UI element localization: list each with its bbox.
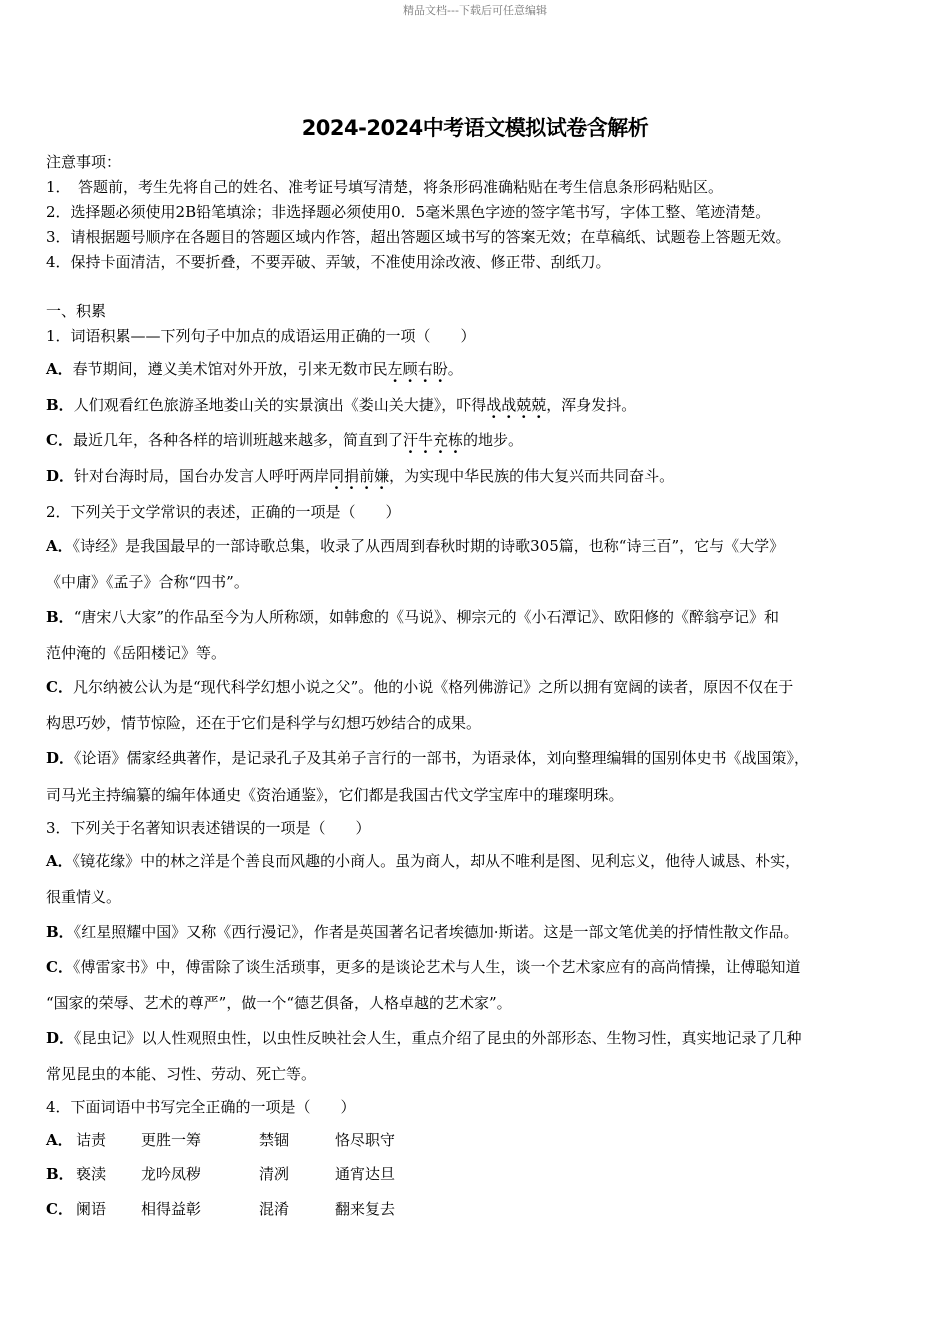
q4-option-c-word: 阑语 xyxy=(76,1200,107,1218)
q4-option-c-word: 相得益彰 xyxy=(141,1200,202,1218)
section-heading: 一、积累 xyxy=(46,302,107,320)
q3-stem: 3．下列关于名著知识表述错误的一项是（ ） xyxy=(46,819,371,837)
q4-option-b-word: 亵渎 xyxy=(76,1165,107,1183)
option-text: 凡尔纳被公认为是“现代科学幻想小说之父”。他的小说《格列佛游记》之所以拥有宽阔的读者，原因不仅在于 xyxy=(72,678,794,696)
q2-option-d xyxy=(46,748,809,768)
dotted-char: 牛 xyxy=(417,431,433,449)
dotted-char: 战 xyxy=(501,396,517,414)
notice-heading: 注意事项： xyxy=(46,153,122,171)
option-text: 。 xyxy=(447,360,463,378)
q2-option-c-cont: 构思巧妙，情节惊险，还在于它们是科学与幻想巧妙结合的成果。 xyxy=(46,714,482,732)
q2-option-c xyxy=(46,677,793,697)
notice-item-4: 4．保持卡面清洁，不要折叠，不要弄破、弄皱，不准使用涂改液、修正带、刮纸刀。 xyxy=(46,253,611,271)
option-text: “唐宋八大家”的作品至今为人所称颂，如韩愈的《马说》、柳宗元的《小石潭记》、欧阳修的《醉翁亭记》和 xyxy=(73,608,780,626)
option-label: B． xyxy=(46,923,74,941)
q3-option-a-cont: 很重情义。 xyxy=(46,888,122,906)
option-label: C． xyxy=(46,678,73,696)
option-text: 《傅雷家书》中，傅雷除了谈生活琐事，更多的是谈论艺术与人生，谈一个艺术家应有的高尚情操，让傅聪知道 xyxy=(72,958,801,976)
q2-option-b-cont: 范仲淹的《岳阳楼记》等。 xyxy=(46,644,227,662)
dotted-char: 兢 xyxy=(531,396,547,414)
option-text: 《镜花缘》中的林之洋是个善良而风趣的小商人。虽为商人，却从不唯利是图、见利忘义，他待人诚恳、朴实， xyxy=(72,852,801,870)
q2-option-a xyxy=(46,536,784,556)
q4-option-a-word: 禁锢 xyxy=(259,1131,290,1149)
dotted-char: 捐 xyxy=(344,467,360,485)
dotted-char: 同 xyxy=(329,467,345,485)
option-label: A． xyxy=(46,852,73,870)
option-text: 《红星照耀中国》又称《西行漫记》，作者是英国著名记者埃德加·斯诺。这是一部文笔优美的抒情性散文作品。 xyxy=(73,923,799,941)
option-text: 春节期间，遵义美术馆对外开放，引来无数市民 xyxy=(72,360,388,378)
notice-item-3: 3．请根据题号顺序在各题目的答题区域内作答，超出答题区域书写的答案无效；在草稿纸、试题卷上答题无效。 xyxy=(46,228,791,246)
q4-option-a-word: 诘责 xyxy=(76,1131,107,1149)
dotted-char: 战 xyxy=(486,396,502,414)
q4-option-a-word: 更胜一筹 xyxy=(141,1131,202,1149)
q2-stem: 2．下列关于文学常识的表述，正确的一项是（ ） xyxy=(46,503,401,521)
option-text: 针对台海时局，国台办发言人呼吁两岸 xyxy=(74,467,330,485)
q2-option-a-cont: 《中庸》《孟子》合称“四书”。 xyxy=(46,573,249,591)
dotted-char: 汗 xyxy=(402,431,418,449)
watermark: 精品文档---下载后可任意编辑 xyxy=(403,4,547,17)
notice-item-1: 1． 答题前，考生先将自己的姓名、准考证号填写清楚，将条形码准确粘贴在考生信息条形码粘贴区。 xyxy=(46,178,724,196)
dotted-char: 兢 xyxy=(516,396,532,414)
q4-option-b-word: 龙吟凤秽 xyxy=(141,1165,202,1183)
option-label: C． xyxy=(46,431,73,449)
option-label: D． xyxy=(46,467,75,485)
notice-item-2: 2．选择题必须使用2B铅笔填涂；非选择题必须使用0．5毫米黑色字迹的签字笔书写，字体工整、笔迹清楚。 xyxy=(46,203,771,221)
q1-option-d xyxy=(46,466,674,486)
option-text: 《昆虫记》以人性观照虫性，以虫性反映社会人生，重点介绍了昆虫的外部形态、生物习性，真实地记录了几种 xyxy=(74,1029,802,1047)
q4-option-a-word: 恪尽职守 xyxy=(335,1131,396,1149)
dotted-char: 充 xyxy=(433,431,449,449)
q1-stem: 1．词语积累——下列句子中加点的成语运用正确的一项（ ） xyxy=(46,327,476,345)
dotted-char: 顾 xyxy=(402,360,418,378)
dotted-char: 栋 xyxy=(448,431,464,449)
option-label: C． xyxy=(46,958,73,976)
q4-option-c-word: 混淆 xyxy=(259,1200,290,1218)
page-title: 2024-2024中考语文模拟试卷含解析 xyxy=(301,116,649,140)
q3-option-a xyxy=(46,851,800,871)
option-text: 《论语》儒家经典著作，是记录孔子及其弟子言行的一部书，为语录体，刘向整理编辑的国别体史书《战国策》， xyxy=(74,749,810,767)
q4-stem: 4．下面词语中书写完全正确的一项是（ ） xyxy=(46,1098,356,1116)
option-label: A． xyxy=(46,360,73,378)
q4-option-c-label: C． xyxy=(46,1200,73,1218)
q4-option-c-word: 翻来复去 xyxy=(335,1200,396,1218)
option-label: B． xyxy=(46,608,74,626)
q4-option-b-label: B． xyxy=(46,1165,74,1183)
q1-option-b xyxy=(46,395,636,415)
option-text: 人们观看红色旅游圣地娄山关的实景演出《娄山关大捷》，吓得 xyxy=(73,396,487,414)
q3-option-b xyxy=(46,922,798,942)
option-label: B． xyxy=(46,396,74,414)
dotted-char: 盼 xyxy=(432,360,448,378)
q2-option-d-cont: 司马光主持编纂的编年体通史《资治通鉴》，它们都是我国古代文学宝库中的璀璨明珠。 xyxy=(46,786,624,804)
q3-option-c xyxy=(46,957,800,977)
option-label: A． xyxy=(46,537,73,555)
q2-option-b xyxy=(46,607,779,627)
option-label: D． xyxy=(46,749,75,767)
option-text: 《诗经》是我国最早的一部诗歌总集，收录了从西周到春秋时期的诗歌305篇，也称“诗三百”，它与《大学》 xyxy=(72,537,785,555)
q3-option-d-cont: 常见昆虫的本能、习性、劳动、死亡等。 xyxy=(46,1065,317,1083)
dotted-char: 嫌 xyxy=(374,467,390,485)
q3-option-d xyxy=(46,1028,802,1048)
option-text: 最近几年，各种各样的培训班越来越多，简直到了 xyxy=(72,431,403,449)
option-label: D． xyxy=(46,1029,75,1047)
q1-option-c xyxy=(46,430,523,450)
dotted-char: 右 xyxy=(417,360,433,378)
dotted-char: 左 xyxy=(387,360,403,378)
q1-option-a xyxy=(46,359,463,379)
option-text: ，为实现中华民族的伟大复兴而共同奋斗。 xyxy=(389,467,675,485)
q4-option-b-word: 通宵达旦 xyxy=(335,1165,396,1183)
q4-option-a-label: A． xyxy=(46,1131,73,1149)
q4-option-b-word: 清冽 xyxy=(259,1165,290,1183)
option-text: ，浑身发抖。 xyxy=(546,396,637,414)
dotted-char: 前 xyxy=(359,467,375,485)
q3-option-c-cont: “国家的荣辱、艺术的尊严”，做一个“德艺俱备，人格卓越的艺术家”。 xyxy=(46,994,512,1012)
option-text: 的地步。 xyxy=(463,431,524,449)
